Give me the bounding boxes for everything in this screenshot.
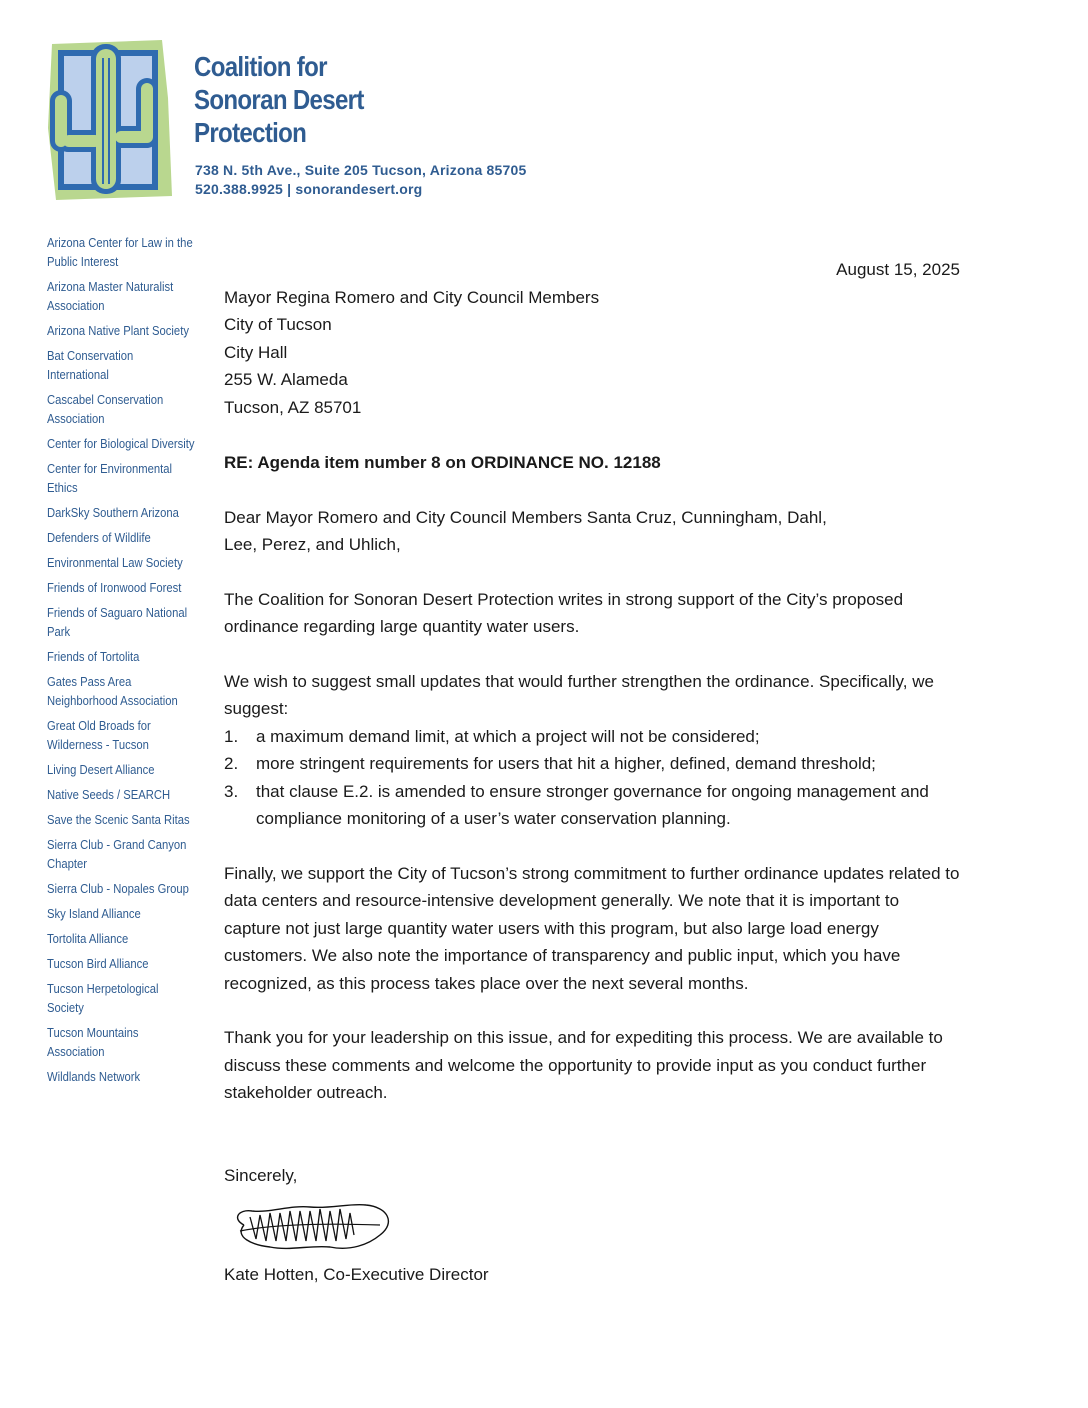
member-organization: Wildlands Network [47, 1070, 141, 1084]
member-organization: Sierra Club - Nopales Group [47, 882, 189, 896]
member-organization: Arizona Native Plant Society [47, 324, 189, 338]
member-organizations-list [47, 234, 197, 1093]
member-organization: Cascabel Conservation Association [47, 393, 164, 426]
salutation: Dear Mayor Romero and City Council Members Santa Cruz, Cunningham, Dahl, Lee, Perez, and Uhlich, [224, 507, 827, 554]
org-name-line: Protection [194, 117, 307, 148]
org-name-line: Sonoran Desert [194, 84, 364, 115]
member-organization: Arizona Center for Law in the Public Interest [47, 236, 193, 269]
signature-icon [230, 1195, 390, 1257]
member-organization: Friends of Saguaro National Park [47, 606, 188, 639]
member-organization: Sky Island Alliance [47, 907, 141, 921]
org-name-line: Coalition for [194, 51, 327, 82]
member-organization: Sierra Club - Grand Canyon Chapter [47, 838, 187, 871]
member-organization: Arizona Master Naturalist Association [47, 280, 174, 313]
list-item [224, 723, 960, 751]
member-organization: Great Old Broads for Wilderness - Tucson [47, 719, 151, 752]
recipient-line: 255 W. Alameda [224, 370, 348, 389]
recipient-address [224, 284, 960, 422]
member-organization: Defenders of Wildlife [47, 531, 151, 545]
paragraph-commitment: Finally, we support the City of Tucson’s strong commitment to further ordinance updates related to data centers and resource-intensive development generally. We note that it is important to capture not just large quantity water users with this program, but also large load energy customers. We also note the importance of transparency and public input, which you have recognized, as this process takes place over the next several months. [224, 863, 960, 993]
member-organization: Tucson Herpetological Society [47, 982, 159, 1015]
member-organization: Center for Environmental Ethics [47, 462, 173, 495]
list-item [224, 778, 960, 833]
member-organization: Living Desert Alliance [47, 763, 155, 777]
letter-body [224, 256, 960, 1289]
saguaro-cactus-logo-icon [44, 38, 176, 202]
list-number: 1. [224, 726, 239, 746]
paragraph-support: The Coalition for Sonoran Desert Protection writes in strong support of the City’s proposed ordinance regarding large quantity water users. [224, 589, 904, 636]
member-organization: Native Seeds / SEARCH [47, 788, 171, 802]
organization-name [194, 50, 364, 149]
member-organization: Gates Pass Area Neighborhood Association [47, 675, 178, 708]
member-organization: Center for Biological Diversity [47, 437, 195, 451]
member-organization: Save the Scenic Santa Ritas [47, 813, 190, 827]
list-text: that clause E.2. is amended to ensure stronger governance for ongoing management and compliance monitoring of a user’s water conservation planning. [256, 781, 929, 828]
letter-date: August 15, 2025 [836, 260, 960, 279]
signer-name: Kate Hotten, Co-Executive Director [224, 1265, 489, 1284]
org-phone-website: 520.388.9925 | sonorandesert.org [195, 181, 423, 197]
list-number: 3. [224, 781, 239, 801]
recipient-line: Mayor Regina Romero and City Council Members [224, 287, 600, 307]
list-text: a maximum demand limit, at which a project will not be considered; [256, 726, 760, 746]
recipient-line: Tucson, AZ 85701 [224, 397, 362, 417]
closing: Sincerely, [224, 1165, 298, 1185]
member-organization: DarkSky Southern Arizona [47, 506, 179, 520]
paragraph-suggestions: We wish to suggest small updates that would further strengthen the ordinance. Specifically, we suggest: [224, 671, 934, 718]
member-organization: Tortolita Alliance [47, 932, 129, 946]
recipient-line: City of Tucson [224, 315, 332, 334]
member-organization: Tucson Mountains Association [47, 1026, 139, 1059]
organization-contact [195, 161, 526, 199]
subject-line: RE: Agenda item number 8 on ORDINANCE NO. 12188 [224, 453, 661, 472]
suggestion-list [224, 723, 960, 833]
member-organization: Bat Conservation International [47, 349, 134, 382]
member-organization: Friends of Ironwood Forest [47, 581, 182, 595]
org-address: 738 N. 5th Ave., Suite 205 Tucson, Arizona 85705 [195, 162, 527, 178]
recipient-line: City Hall [224, 342, 288, 362]
list-text: more stringent requirements for users that hit a higher, defined, demand threshold; [256, 754, 876, 773]
member-organization: Tucson Bird Alliance [47, 957, 149, 971]
list-number: 2. [224, 754, 239, 773]
member-organization: Friends of Tortolita [47, 650, 140, 664]
list-item [224, 750, 960, 778]
paragraph-thanks: Thank you for your leadership on this issue, and for expediting this process. We are available to discuss these comments and welcome the opportunity to provide input as you conduct further stakeholder outreach. [224, 1028, 943, 1102]
member-organization: Environmental Law Society [47, 556, 183, 570]
